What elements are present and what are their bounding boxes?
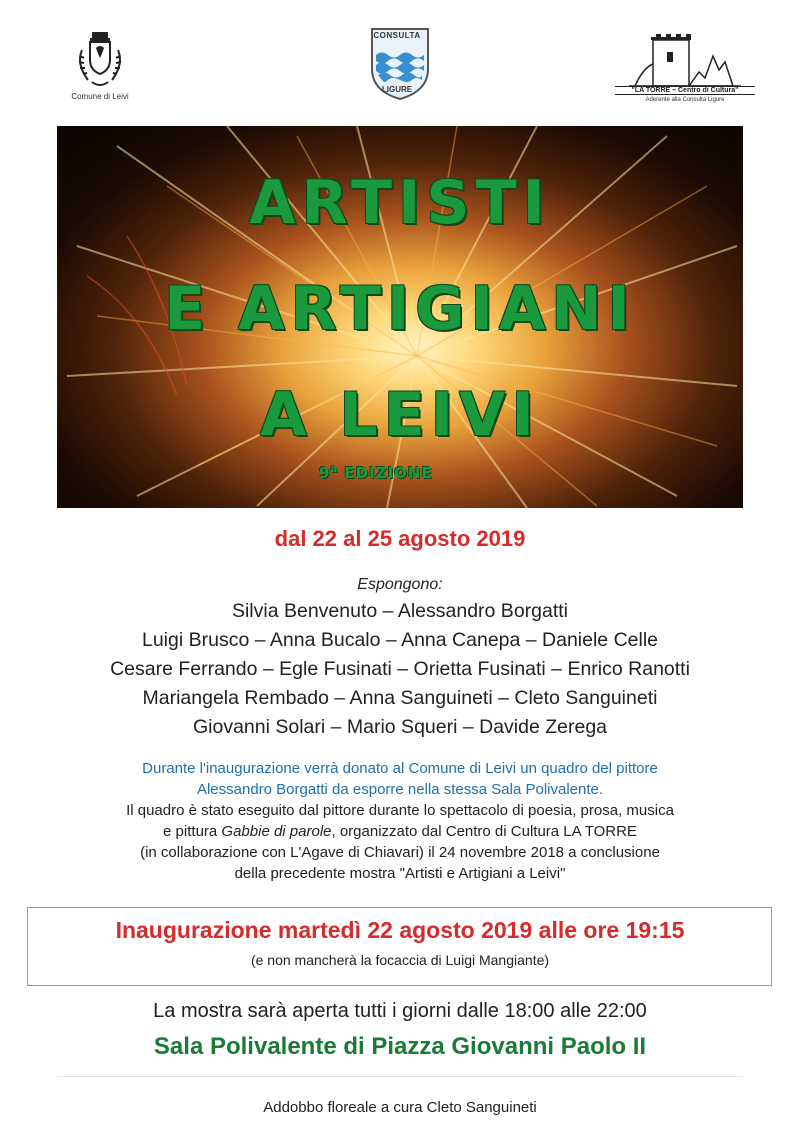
edition-label <box>319 464 433 482</box>
comune-di-leivi-logo <box>60 30 140 101</box>
artists-line: Silvia Benvenuto – Alessandro Borgatti <box>231 600 569 622</box>
artists-line: Cesare Ferrando – Egle Fusinati – Orietta Fusinati – Enrico Ranotti <box>110 658 690 680</box>
painting-text-2 <box>0 823 800 840</box>
artists-line: Giovanni Solari – Mario Squeri – Davide Zerega <box>192 716 608 738</box>
ligure-label: LIGURE <box>381 85 413 94</box>
edition-number: 9 <box>319 464 331 482</box>
comune-caption: Comune di Leivi <box>71 92 129 101</box>
donation-text-2: Alessandro Borgatti da esporre nella stessa Sala Polivalente. <box>196 781 604 798</box>
exhibitors-label-text: Espongono <box>357 576 439 593</box>
venue-name: Sala Polivalente di Piazza Giovanni Paolo II <box>153 1033 647 1060</box>
la-torre-logo <box>615 30 755 103</box>
floral-credit: Addobbo floreale a cura Cleto Sanguineti <box>263 1099 537 1116</box>
title-line-2: E ARTIGIANI <box>164 274 636 344</box>
tower-icon <box>625 30 745 88</box>
consulta-label: CONSULTA <box>373 31 421 40</box>
la-torre-subcaption: Aderente alla Consulta Ligure <box>645 97 725 103</box>
edition-superscript: a <box>330 464 339 475</box>
edition-text: EDIZIONE <box>344 464 433 482</box>
exhibitors-label: Espongono: <box>357 576 443 593</box>
hero-fireworks-banner <box>57 126 743 508</box>
opening-hours: La mostra sarà aperta tutti i giorni dalle 18:00 alle 22:00 <box>153 1000 647 1022</box>
artists-line: Mariangela Rembado – Anna Sanguineti – Cleto Sanguineti <box>142 687 658 709</box>
donation-text-1: Durante l'inaugurazione verrà donato al Comune di Leivi un quadro del pittore <box>142 760 658 777</box>
inauguration-note: (e non mancherà la focaccia di Luigi Mangiante) <box>250 952 550 968</box>
painting-text-1: Il quadro è stato eseguito dal pittore durante lo spettacolo di poesia, prosa, musica <box>126 802 674 819</box>
show-title: Gabbie di parole <box>221 823 332 840</box>
title-line-1: ARTISTI <box>249 168 551 238</box>
painting-text-2-post: , organizzato dal Centro di Cultura LA TORRE <box>331 823 637 840</box>
artists-line: Luigi Brusco – Anna Bucalo – Anna Canepa – Daniele Celle <box>141 629 659 651</box>
consulta-ligure-logo <box>365 25 435 103</box>
title-line-3: A LEIVI <box>260 380 540 450</box>
divider <box>57 1076 743 1077</box>
coat-of-arms-icon <box>72 30 128 90</box>
event-dates: dal 22 al 25 agosto 2019 <box>274 526 526 551</box>
painting-text-4: della precedente mostra "Artisti e Artigiani a Leivi" <box>234 865 566 882</box>
inauguration-title: Inaugurazione martedì 22 agosto 2019 alle ore 19:15 <box>115 917 685 943</box>
painting-text-3: (in collaborazione con L'Agave di Chiavari) il 24 novembre 2018 a conclusione <box>140 844 660 861</box>
painting-text-2-pre: e pittura <box>163 823 222 840</box>
la-torre-caption: "LA TORRE – Centro di Cultura" <box>615 86 755 95</box>
